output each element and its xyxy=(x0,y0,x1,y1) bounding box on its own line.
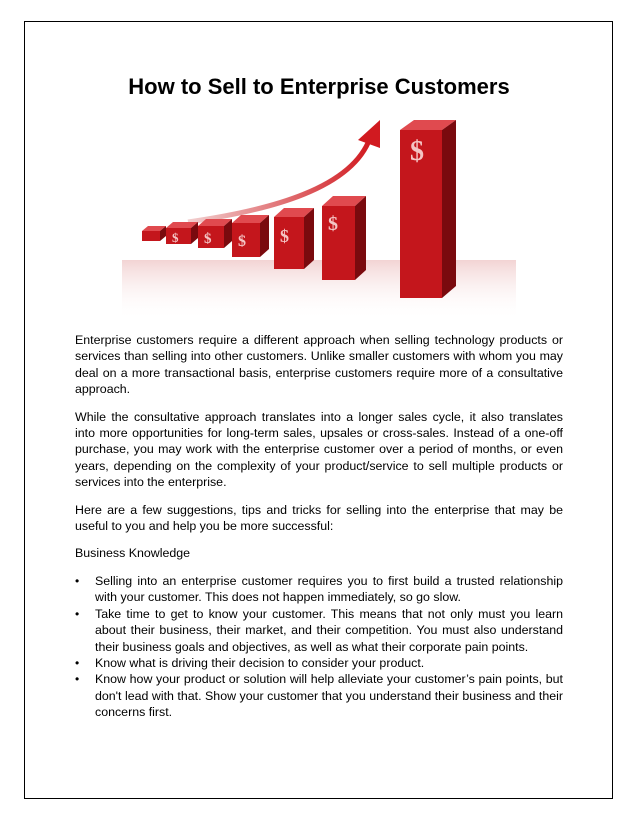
bar-7 xyxy=(400,120,456,298)
dollar-sign-2: $ xyxy=(204,231,212,247)
list-item xyxy=(75,671,563,720)
bullet-icon: • xyxy=(75,573,80,588)
bullet-icon: • xyxy=(75,672,80,687)
dollar-sign-3: $ xyxy=(238,233,246,250)
dollar-sign-5: $ xyxy=(328,213,338,235)
list-item-text: Selling into an enterprise customer requires you to first build a trusted relationship with your customer. This does not happen immediately, so go slow. xyxy=(95,573,563,605)
bar-5 xyxy=(274,208,314,269)
bullet-icon: • xyxy=(75,606,80,621)
paragraph-suggestions: Here are a few suggestions, tips and tricks for selling into the enterprise that may be useful to you and help you be more successful: xyxy=(75,502,563,534)
bar-1 xyxy=(142,226,166,241)
bar-3 xyxy=(198,219,232,248)
list-item-text: Take time to get to know your customer. This means that not only must you learn about their business, their market, and their competition. You must also understand their business goals and objectives, as well as what their corporate pain points. xyxy=(95,606,563,654)
bar-4 xyxy=(232,215,269,257)
paragraph-consultative: While the consultative approach translates into a longer sales cycle, it also translates into more opportunities for long-term sales, upsales or cross-sales. Instead of a one-off purchase, you may work with the enterprise customer over a period of months, or even years, depending on the complexity of your product/service to sell multiple products or services into the enterprise. xyxy=(75,409,563,490)
document-body xyxy=(75,332,563,721)
paragraph-intro: Enterprise customers require a different approach when selling technology products or services than selling into other customers. Unlike smaller customers with whom you may deal on a more transactional basis, enterprise customers require more of a consultative approach. xyxy=(75,333,563,397)
document-title: How to Sell to Enterprise Customers xyxy=(128,74,510,99)
list-item xyxy=(75,655,563,671)
list-item xyxy=(75,573,563,606)
bullet-list xyxy=(75,573,563,721)
section-heading-business-knowledge: Business Knowledge xyxy=(75,546,191,561)
list-item xyxy=(75,606,563,655)
dollar-sign-4: $ xyxy=(280,226,289,246)
bar-2 xyxy=(166,222,198,245)
dollar-sign-6: $ xyxy=(410,136,424,167)
bar-6 xyxy=(322,196,366,280)
list-item-text: Know how your product or solution will help alleviate your customer’s pain points, but don't lead with that. Show your customer that you understand their business and their concerns first. xyxy=(95,672,563,720)
rising-bar-chart-image xyxy=(122,118,516,320)
list-item-text: Know what is driving their decision to consider your product. xyxy=(95,655,425,670)
bullet-icon: • xyxy=(75,655,80,670)
dollar-sign-1: $ xyxy=(172,230,179,245)
